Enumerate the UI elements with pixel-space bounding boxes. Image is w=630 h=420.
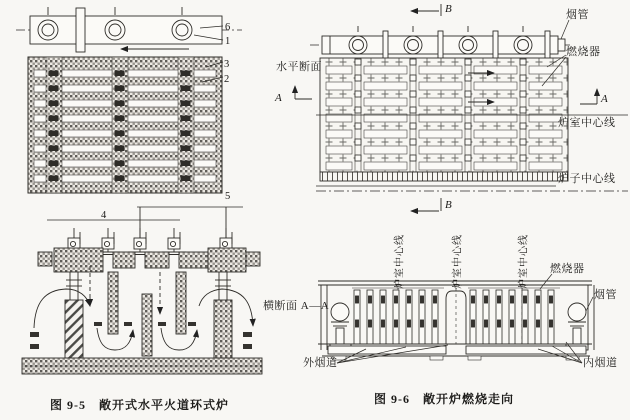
fig95-cross-section [22,207,262,374]
section-marker-a-right: A [601,93,608,105]
label-smoke-pipe-section: 烟管 [594,289,617,301]
part-number-4: 4 [101,210,107,221]
section-marker-b-bottom: B [445,199,452,211]
section-marker-b-top: B [445,3,452,15]
label-outer-flue: 外烟道 [303,357,338,369]
label-chamber-centerline: 炉室中心线 [558,117,616,129]
figure-9-5-caption: 图 9-5 敞开式水平火道环式炉 [50,398,229,412]
fig95-flue-block [28,57,223,193]
label-chamber-centerline-vertical: 炉室中心线 [394,234,406,289]
label-inner-flue: 内烟道 [583,357,618,369]
part-number-5: 5 [225,191,231,202]
part-number-3: 3 [224,59,230,70]
label-smoke-pipe-plan: 烟管 [566,9,589,21]
part-number-6: 6 [225,22,231,33]
label-burner-section: 燃烧器 [550,263,585,275]
label-chamber-centerline-vertical: 炉室中心线 [518,234,530,289]
fig95-header-pipe [16,7,242,52]
label-furnace-centerline: 炉子中心线 [558,173,616,185]
label-burner-plan: 燃烧器 [566,46,601,58]
figure-9-6-caption: 图 9-6 敞开炉燃烧走向 [374,392,514,406]
part-number-2: 2 [224,74,230,85]
label-chamber-centerline-vertical: 炉室中心线 [452,234,464,289]
part-number-1: 1 [225,36,231,47]
section-marker-a-left: A [275,92,282,104]
cross-section-label: 横断面 A—A [263,300,330,312]
plan-section-label: 水平断面 [276,61,322,73]
